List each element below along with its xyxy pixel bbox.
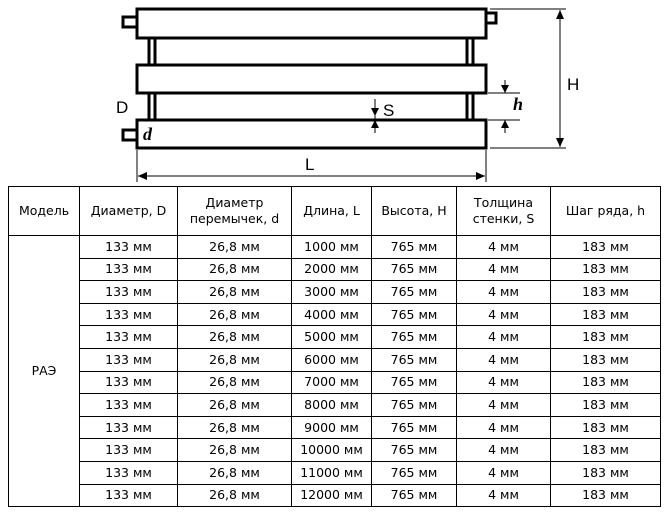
cell-length: 9000 мм [292, 416, 372, 439]
cell-jumper-diameter: 26,8 мм [178, 416, 292, 439]
table-body [9, 236, 661, 507]
cell-jumper-diameter: 26,8 мм [178, 461, 292, 484]
pipe-row-2 [137, 65, 486, 93]
cell-height: 765 мм [372, 348, 457, 371]
header-row-step: Шаг ряда, h [551, 187, 661, 236]
cell-row-step: 183 мм [551, 416, 661, 439]
cell-length: 11000 мм [292, 461, 372, 484]
cell-height: 765 мм [372, 326, 457, 349]
cell-height: 765 мм [372, 484, 457, 507]
table-row [9, 394, 661, 417]
cell-wall-thickness: 4 мм [457, 484, 551, 507]
jumper-left-1 [149, 38, 155, 65]
cell-row-step: 183 мм [551, 371, 661, 394]
table-row [9, 326, 661, 349]
cell-diameter: 133 мм [80, 303, 178, 326]
cell-diameter: 133 мм [80, 394, 178, 417]
cell-row-step: 183 мм [551, 303, 661, 326]
cell-height: 765 мм [372, 371, 457, 394]
model-cell: РАЭ [9, 236, 80, 507]
header-model: Модель [9, 187, 80, 236]
table-row [9, 484, 661, 507]
cell-length: 1000 мм [292, 236, 372, 259]
cell-jumper-diameter: 26,8 мм [178, 303, 292, 326]
cell-length: 8000 мм [292, 394, 372, 417]
nozzle-top-left [123, 17, 137, 27]
jumper-right-2 [467, 93, 473, 120]
cell-jumper-diameter: 26,8 мм [178, 439, 292, 462]
table-row [9, 303, 661, 326]
cell-diameter: 133 мм [80, 416, 178, 439]
table-header-row [9, 187, 661, 236]
table-row [9, 348, 661, 371]
label-jumper-diameter: d [143, 124, 152, 144]
cell-height: 765 мм [372, 416, 457, 439]
cell-diameter: 133 мм [80, 371, 178, 394]
header-diameter: Диаметр, D [80, 187, 178, 236]
cell-height: 765 мм [372, 258, 457, 281]
cell-length: 6000 мм [292, 348, 372, 371]
cell-row-step: 183 мм [551, 461, 661, 484]
cell-wall-thickness: 4 мм [457, 439, 551, 462]
cell-height: 765 мм [372, 461, 457, 484]
cell-jumper-diameter: 26,8 мм [178, 281, 292, 304]
cell-wall-thickness: 4 мм [457, 258, 551, 281]
table-row [9, 258, 661, 281]
pipe-row-1 [137, 9, 486, 38]
cell-length: 10000 мм [292, 439, 372, 462]
label-height: H [567, 75, 580, 94]
cell-wall-thickness: 4 мм [457, 326, 551, 349]
cell-row-step: 183 мм [551, 348, 661, 371]
label-row-step: h [513, 94, 524, 114]
jumper-left-2 [149, 93, 155, 120]
cell-diameter: 133 мм [80, 236, 178, 259]
cell-length: 2000 мм [292, 258, 372, 281]
cell-row-step: 183 мм [551, 439, 661, 462]
pipe-row-3 [137, 120, 486, 148]
cell-wall-thickness: 4 мм [457, 461, 551, 484]
cell-diameter: 133 мм [80, 461, 178, 484]
cell-length: 4000 мм [292, 303, 372, 326]
cell-diameter: 133 мм [80, 439, 178, 462]
cell-row-step: 183 мм [551, 394, 661, 417]
header-jumper-diameter: Диаметр перемычек, d [178, 187, 292, 236]
cell-length: 7000 мм [292, 371, 372, 394]
cell-diameter: 133 мм [80, 484, 178, 507]
nozzle-top-right [486, 13, 496, 23]
cell-wall-thickness: 4 мм [457, 394, 551, 417]
jumper-right-1 [467, 38, 473, 65]
label-wall: S [383, 101, 395, 120]
table-row [9, 416, 661, 439]
cell-row-step: 183 мм [551, 484, 661, 507]
header-length: Длина, L [292, 187, 372, 236]
cell-row-step: 183 мм [551, 281, 661, 304]
cell-wall-thickness: 4 мм [457, 348, 551, 371]
cell-diameter: 133 мм [80, 326, 178, 349]
cell-jumper-diameter: 26,8 мм [178, 371, 292, 394]
cell-jumper-diameter: 26,8 мм [178, 394, 292, 417]
table-row [9, 236, 661, 259]
cell-wall-thickness: 4 мм [457, 371, 551, 394]
radiator-diagram [0, 0, 667, 186]
cell-jumper-diameter: 26,8 мм [178, 258, 292, 281]
cell-jumper-diameter: 26,8 мм [178, 236, 292, 259]
cell-jumper-diameter: 26,8 мм [178, 326, 292, 349]
cell-jumper-diameter: 26,8 мм [178, 348, 292, 371]
cell-wall-thickness: 4 мм [457, 236, 551, 259]
cell-height: 765 мм [372, 303, 457, 326]
cell-diameter: 133 мм [80, 258, 178, 281]
cell-wall-thickness: 4 мм [457, 281, 551, 304]
cell-height: 765 мм [372, 394, 457, 417]
specifications-table [8, 186, 661, 507]
cell-row-step: 183 мм [551, 326, 661, 349]
table-row [9, 439, 661, 462]
cell-height: 765 мм [372, 281, 457, 304]
cell-length: 5000 мм [292, 326, 372, 349]
label-diameter: D [116, 98, 129, 117]
cell-row-step: 183 мм [551, 236, 661, 259]
label-length: L [305, 155, 315, 174]
nozzle-bottom-left [123, 130, 137, 140]
cell-row-step: 183 мм [551, 258, 661, 281]
cell-wall-thickness: 4 мм [457, 416, 551, 439]
cell-wall-thickness: 4 мм [457, 303, 551, 326]
table-row [9, 461, 661, 484]
cell-length: 3000 мм [292, 281, 372, 304]
cell-jumper-diameter: 26,8 мм [178, 484, 292, 507]
table-row [9, 371, 661, 394]
cell-diameter: 133 мм [80, 281, 178, 304]
header-height: Высота, H [372, 187, 457, 236]
table-row [9, 281, 661, 304]
cell-height: 765 мм [372, 439, 457, 462]
header-wall-thickness: Толщина стенки, S [457, 187, 551, 236]
cell-diameter: 133 мм [80, 348, 178, 371]
cell-height: 765 мм [372, 236, 457, 259]
cell-length: 12000 мм [292, 484, 372, 507]
